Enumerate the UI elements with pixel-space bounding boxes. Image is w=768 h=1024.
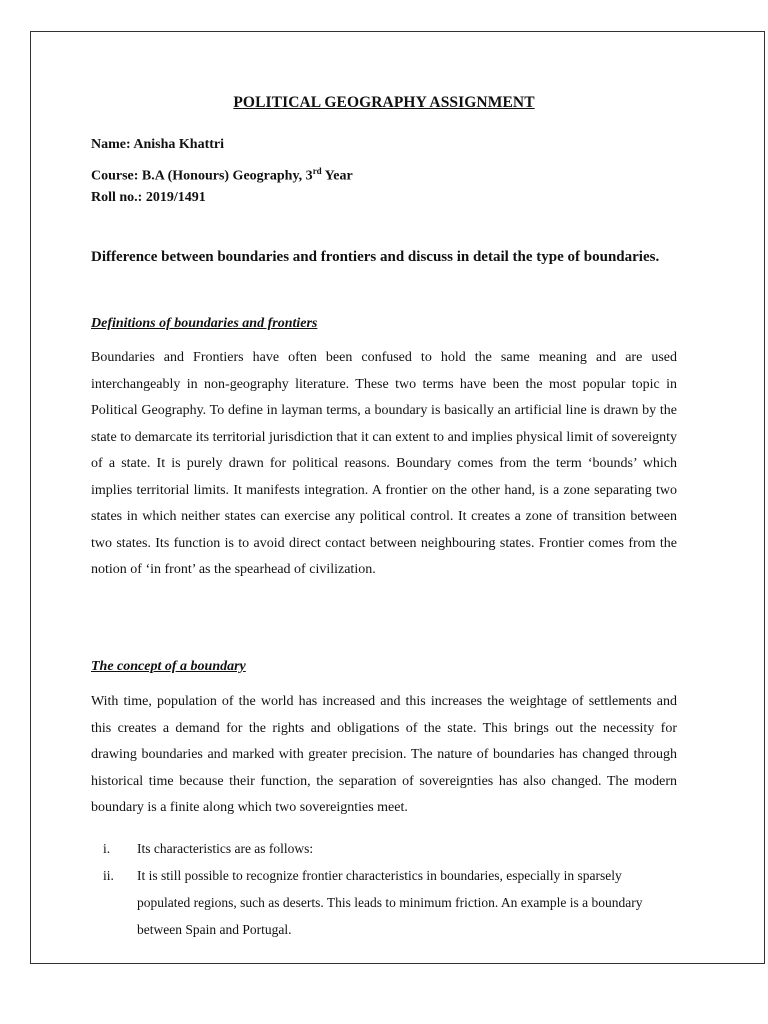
course-line	[91, 162, 353, 186]
student-name: Name: Anisha Khattri	[91, 137, 224, 152]
list-item-text: It is still possible to recognize frontier characteristics in boundaries, especially in sparsely populated regions, such as deserts. This leads to minimum friction. An example is a boundary between Spain and Portugal.	[137, 868, 643, 937]
section-heading-definitions: Definitions of boundaries and frontiers	[91, 316, 318, 331]
course-superscript: rd	[312, 166, 322, 176]
document-title: POLITICAL GEOGRAPHY ASSIGNMENT	[233, 94, 535, 111]
list-item	[91, 835, 677, 862]
list-item-number: i.	[103, 841, 111, 856]
document-page	[30, 31, 765, 964]
assignment-question: Difference between boundaries and frontiers and discuss in detail the type of boundaries.	[91, 249, 660, 265]
list-item-number: ii.	[103, 868, 114, 883]
list-item-text: Its characteristics are as follows:	[137, 841, 314, 856]
list-item	[91, 862, 677, 943]
section-paragraph-boundary-concept: With time, population of the world has increased and this increases the weightage of settlements and this creates a demand for the rights and obligations of the state. This brings out the necessity for drawing boundaries and marked with greater precision. The nature of boundaries has changed through historical time because their function, the separation of sovereignties has also changed. The modern boundary is a finite along which two sovereignties meet.	[91, 694, 677, 815]
characteristics-list	[91, 835, 677, 943]
course-suffix: Year	[321, 168, 353, 184]
roll-number: Roll no.: 2019/1491	[91, 190, 206, 205]
course-prefix: Course: B.A (Honours) Geography, 3	[91, 168, 313, 184]
section-paragraph-definitions: Boundaries and Frontiers have often been confused to hold the same meaning and are used interchangeably in non-geography literature. These two terms have been the most popular topic in Political Geography. To define in layman terms, a boundary is basically an artificial line is drawn by the state to demarcate its territorial jurisdiction that it can extent to and implies physical limit of sovereignty of a state. It is purely drawn for political reasons. Boundary comes from the term ‘bounds’ which implies territorial limits. It manifests integration. A frontier on the other hand, is a zone separating two states in which neither states can exercise any political control. It creates a zone of transition between two states. Its function is to avoid direct contact between neighbouring states. Frontier comes from the notion of ‘in front’ as the spearhead of civilization.	[91, 350, 677, 577]
section-heading-boundary-concept: The concept of a boundary	[91, 659, 246, 674]
